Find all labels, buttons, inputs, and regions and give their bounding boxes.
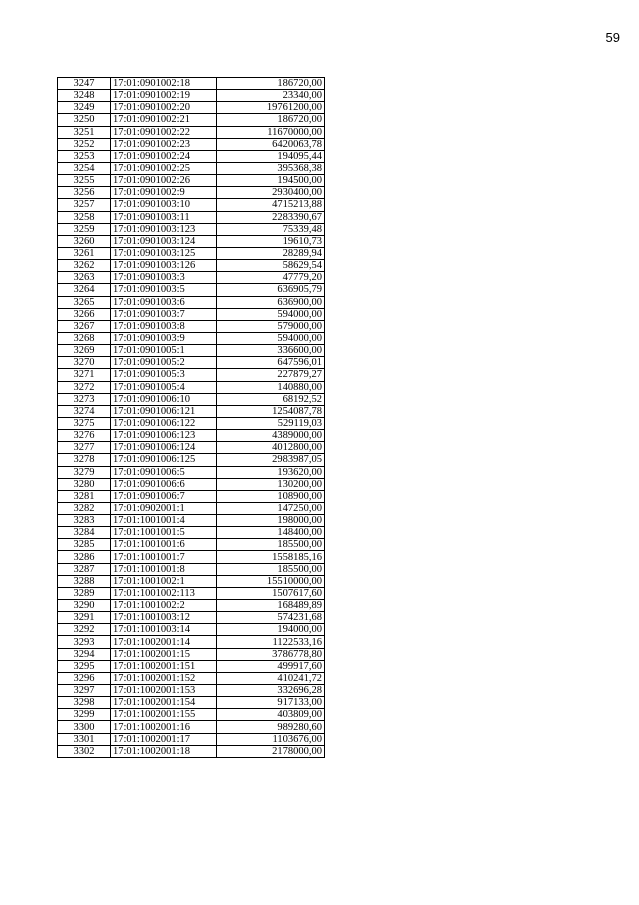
row-number: 3276 (58, 430, 111, 442)
row-number: 3298 (58, 697, 111, 709)
row-number: 3280 (58, 478, 111, 490)
row-number: 3301 (58, 733, 111, 745)
cadastral-number: 17:01:0901003:11 (111, 211, 217, 223)
cadastral-number: 17:01:1002001:15 (111, 648, 217, 660)
page-number: 59 (605, 30, 620, 45)
cadastral-value: 4012800,00 (217, 442, 325, 454)
cadastral-number: 17:01:1002001:151 (111, 660, 217, 672)
cadastral-value: 168489,89 (217, 600, 325, 612)
cadastral-number: 17:01:0901002:21 (111, 114, 217, 126)
row-number: 3258 (58, 211, 111, 223)
row-number: 3267 (58, 320, 111, 332)
cadastral-value: 594000,00 (217, 332, 325, 344)
row-number: 3251 (58, 126, 111, 138)
table-row (58, 430, 325, 442)
table-row (58, 405, 325, 417)
cadastral-value: 3786778,80 (217, 648, 325, 660)
row-number: 3294 (58, 648, 111, 660)
table-row (58, 162, 325, 174)
cadastral-value: 403809,00 (217, 709, 325, 721)
cadastral-value: 108900,00 (217, 490, 325, 502)
cadastral-number: 17:01:0901003:123 (111, 223, 217, 235)
table-row (58, 114, 325, 126)
row-number: 3247 (58, 78, 111, 90)
cadastral-value: 1122533,16 (217, 636, 325, 648)
cadastral-number: 17:01:0901005:1 (111, 345, 217, 357)
table-row (58, 539, 325, 551)
table-row (58, 332, 325, 344)
cadastral-value: 193620,00 (217, 466, 325, 478)
cadastral-number: 17:01:1001001:6 (111, 539, 217, 551)
cadastral-number: 17:01:1001003:12 (111, 612, 217, 624)
cadastral-number: 17:01:0901002:25 (111, 162, 217, 174)
row-number: 3297 (58, 685, 111, 697)
cadastral-value: 2983987,05 (217, 454, 325, 466)
cadastral-number: 17:01:1001002:113 (111, 587, 217, 599)
row-number: 3262 (58, 260, 111, 272)
row-number: 3266 (58, 308, 111, 320)
row-number: 3289 (58, 587, 111, 599)
cadastral-value: 4389000,00 (217, 430, 325, 442)
table-row (58, 442, 325, 454)
row-number: 3272 (58, 381, 111, 393)
cadastral-value: 11670000,00 (217, 126, 325, 138)
cadastral-value: 130200,00 (217, 478, 325, 490)
row-number: 3254 (58, 162, 111, 174)
cadastral-value: 19761200,00 (217, 102, 325, 114)
table-row (58, 199, 325, 211)
table-row (58, 515, 325, 527)
cadastral-number: 17:01:0901003:10 (111, 199, 217, 211)
cadastral-value: 185500,00 (217, 539, 325, 551)
cadastral-number: 17:01:1001001:7 (111, 551, 217, 563)
cadastral-number: 17:01:0901002:9 (111, 187, 217, 199)
cadastral-value: 636905,79 (217, 284, 325, 296)
cadastral-number: 17:01:0901005:2 (111, 357, 217, 369)
table-row (58, 745, 325, 757)
row-number: 3250 (58, 114, 111, 126)
row-number: 3295 (58, 660, 111, 672)
cadastral-number: 17:01:0901003:126 (111, 260, 217, 272)
cadastral-value: 574231,68 (217, 612, 325, 624)
row-number: 3302 (58, 745, 111, 757)
row-number: 3249 (58, 102, 111, 114)
cadastral-number: 17:01:0901003:7 (111, 308, 217, 320)
row-number: 3286 (58, 551, 111, 563)
cadastral-value: 147250,00 (217, 502, 325, 514)
row-number: 3265 (58, 296, 111, 308)
row-number: 3264 (58, 284, 111, 296)
cadastral-value: 194095,44 (217, 150, 325, 162)
row-number: 3277 (58, 442, 111, 454)
table-row (58, 648, 325, 660)
table-row (58, 187, 325, 199)
cadastral-value: 198000,00 (217, 515, 325, 527)
table-row (58, 102, 325, 114)
table-row (58, 296, 325, 308)
row-number: 3284 (58, 527, 111, 539)
row-number: 3299 (58, 709, 111, 721)
table-row (58, 150, 325, 162)
row-number: 3292 (58, 624, 111, 636)
table-row (58, 575, 325, 587)
cadastral-value: 186720,00 (217, 114, 325, 126)
row-number: 3257 (58, 199, 111, 211)
cadastral-number: 17:01:0901002:22 (111, 126, 217, 138)
table-row (58, 357, 325, 369)
table-row (58, 369, 325, 381)
cadastral-value: 395368,38 (217, 162, 325, 174)
table-row (58, 138, 325, 150)
table-row (58, 345, 325, 357)
cadastral-number: 17:01:1001001:8 (111, 563, 217, 575)
cadastral-number: 17:01:0901003:125 (111, 247, 217, 259)
cadastral-number: 17:01:0901006:7 (111, 490, 217, 502)
row-number: 3290 (58, 600, 111, 612)
cadastral-number: 17:01:1002001:17 (111, 733, 217, 745)
cadastral-value: 58629,54 (217, 260, 325, 272)
cadastral-value: 28289,94 (217, 247, 325, 259)
row-number: 3248 (58, 90, 111, 102)
cadastral-number: 17:01:0901006:121 (111, 405, 217, 417)
row-number: 3261 (58, 247, 111, 259)
row-number: 3285 (58, 539, 111, 551)
table-row (58, 454, 325, 466)
cadastral-value: 579000,00 (217, 320, 325, 332)
table-row (58, 223, 325, 235)
cadastral-value: 140880,00 (217, 381, 325, 393)
cadastral-number: 17:01:0901002:23 (111, 138, 217, 150)
table-row (58, 685, 325, 697)
row-number: 3288 (58, 575, 111, 587)
cadastral-value-table (57, 77, 325, 758)
table-row (58, 709, 325, 721)
cadastral-value: 75339,48 (217, 223, 325, 235)
table-row (58, 381, 325, 393)
cadastral-value: 1103676,00 (217, 733, 325, 745)
table-row (58, 393, 325, 405)
row-number: 3281 (58, 490, 111, 502)
cadastral-number: 17:01:1002001:16 (111, 721, 217, 733)
table-row (58, 636, 325, 648)
cadastral-value: 410241,72 (217, 672, 325, 684)
table-row (58, 733, 325, 745)
cadastral-number: 17:01:0901006:5 (111, 466, 217, 478)
row-number: 3252 (58, 138, 111, 150)
cadastral-number: 17:01:1001003:14 (111, 624, 217, 636)
table-row (58, 247, 325, 259)
table-row (58, 600, 325, 612)
table-row (58, 587, 325, 599)
table-row (58, 697, 325, 709)
row-number: 3268 (58, 332, 111, 344)
cadastral-value: 529119,03 (217, 417, 325, 429)
cadastral-number: 17:01:0901006:6 (111, 478, 217, 490)
cadastral-number: 17:01:1002001:14 (111, 636, 217, 648)
cadastral-number: 17:01:0901002:26 (111, 175, 217, 187)
cadastral-number: 17:01:1002001:154 (111, 697, 217, 709)
cadastral-number: 17:01:1002001:18 (111, 745, 217, 757)
cadastral-value: 499917,60 (217, 660, 325, 672)
cadastral-number: 17:01:1001001:4 (111, 515, 217, 527)
cadastral-value: 336600,00 (217, 345, 325, 357)
row-number: 3263 (58, 272, 111, 284)
cadastral-value: 186720,00 (217, 78, 325, 90)
row-number: 3293 (58, 636, 111, 648)
cadastral-number: 17:01:0901002:18 (111, 78, 217, 90)
cadastral-value: 647596,01 (217, 357, 325, 369)
row-number: 3275 (58, 417, 111, 429)
table-row (58, 320, 325, 332)
row-number: 3282 (58, 502, 111, 514)
cadastral-value: 594000,00 (217, 308, 325, 320)
table-row (58, 175, 325, 187)
cadastral-value: 1254087,78 (217, 405, 325, 417)
cadastral-value: 1507617,60 (217, 587, 325, 599)
cadastral-number: 17:01:0901005:3 (111, 369, 217, 381)
cadastral-value: 194000,00 (217, 624, 325, 636)
table-row (58, 660, 325, 672)
cadastral-value: 917133,00 (217, 697, 325, 709)
cadastral-value: 19610,73 (217, 235, 325, 247)
row-number: 3271 (58, 369, 111, 381)
cadastral-number: 17:01:0901006:10 (111, 393, 217, 405)
cadastral-number: 17:01:0901006:124 (111, 442, 217, 454)
cadastral-value: 4715213,88 (217, 199, 325, 211)
cadastral-number: 17:01:0901003:9 (111, 332, 217, 344)
table-row (58, 612, 325, 624)
row-number: 3296 (58, 672, 111, 684)
table-row (58, 417, 325, 429)
row-number: 3287 (58, 563, 111, 575)
cadastral-number: 17:01:1001002:1 (111, 575, 217, 587)
cadastral-number: 17:01:0901002:24 (111, 150, 217, 162)
cadastral-number: 17:01:0901002:19 (111, 90, 217, 102)
cadastral-value: 227879,27 (217, 369, 325, 381)
cadastral-value: 6420063,78 (217, 138, 325, 150)
table-row (58, 284, 325, 296)
cadastral-number: 17:01:0902001:1 (111, 502, 217, 514)
cadastral-value: 636900,00 (217, 296, 325, 308)
cadastral-number: 17:01:0901006:125 (111, 454, 217, 466)
cadastral-value: 148400,00 (217, 527, 325, 539)
table-row (58, 624, 325, 636)
cadastral-value: 989280,60 (217, 721, 325, 733)
table-row (58, 126, 325, 138)
row-number: 3260 (58, 235, 111, 247)
table-row (58, 527, 325, 539)
cadastral-number: 17:01:1001002:2 (111, 600, 217, 612)
cadastral-value: 1558185,16 (217, 551, 325, 563)
table-row (58, 90, 325, 102)
cadastral-value: 15510000,00 (217, 575, 325, 587)
table-row (58, 466, 325, 478)
table-row (58, 721, 325, 733)
cadastral-number: 17:01:0901006:122 (111, 417, 217, 429)
cadastral-number: 17:01:0901003:124 (111, 235, 217, 247)
table-row (58, 272, 325, 284)
table-row (58, 211, 325, 223)
cadastral-value: 23340,00 (217, 90, 325, 102)
table-row (58, 672, 325, 684)
table-row (58, 551, 325, 563)
row-number: 3255 (58, 175, 111, 187)
cadastral-number: 17:01:0901003:5 (111, 284, 217, 296)
row-number: 3256 (58, 187, 111, 199)
row-number: 3259 (58, 223, 111, 235)
cadastral-number: 17:01:1001001:5 (111, 527, 217, 539)
cadastral-value: 2930400,00 (217, 187, 325, 199)
cadastral-value: 332696,28 (217, 685, 325, 697)
table-row (58, 490, 325, 502)
table-row (58, 502, 325, 514)
cadastral-value: 68192,52 (217, 393, 325, 405)
cadastral-number: 17:01:0901006:123 (111, 430, 217, 442)
cadastral-number: 17:01:0901003:6 (111, 296, 217, 308)
table-row (58, 563, 325, 575)
cadastral-value: 185500,00 (217, 563, 325, 575)
cadastral-value: 194500,00 (217, 175, 325, 187)
row-number: 3279 (58, 466, 111, 478)
cadastral-number: 17:01:0901003:8 (111, 320, 217, 332)
row-number: 3269 (58, 345, 111, 357)
table-row (58, 478, 325, 490)
row-number: 3273 (58, 393, 111, 405)
cadastral-number: 17:01:0901005:4 (111, 381, 217, 393)
cadastral-value: 2178000,00 (217, 745, 325, 757)
cadastral-value: 2283390,67 (217, 211, 325, 223)
table-row (58, 260, 325, 272)
row-number: 3274 (58, 405, 111, 417)
row-number: 3300 (58, 721, 111, 733)
cadastral-number: 17:01:0901002:20 (111, 102, 217, 114)
cadastral-value: 47779,20 (217, 272, 325, 284)
row-number: 3291 (58, 612, 111, 624)
table-row (58, 308, 325, 320)
row-number: 3253 (58, 150, 111, 162)
row-number: 3270 (58, 357, 111, 369)
cadastral-number: 17:01:1002001:153 (111, 685, 217, 697)
table-body (58, 78, 325, 758)
cadastral-number: 17:01:1002001:152 (111, 672, 217, 684)
cadastral-number: 17:01:0901003:3 (111, 272, 217, 284)
cadastral-number: 17:01:1002001:155 (111, 709, 217, 721)
row-number: 3283 (58, 515, 111, 527)
table-row (58, 78, 325, 90)
table-row (58, 235, 325, 247)
row-number: 3278 (58, 454, 111, 466)
